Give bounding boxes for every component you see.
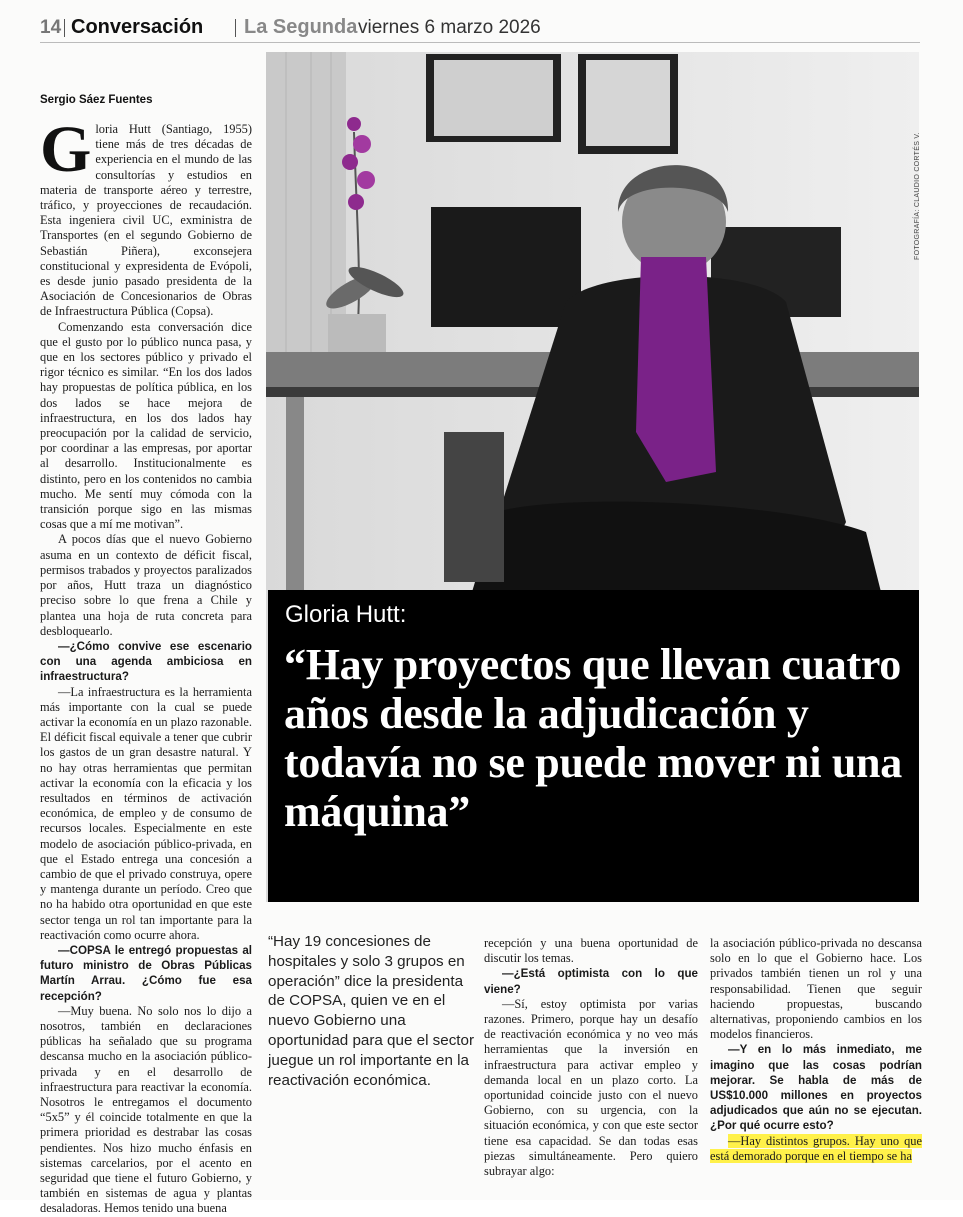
interview-question: —¿Cómo convive ese escenario con una agenda ambiciosa en infraestructura? bbox=[40, 639, 252, 684]
interview-question: —COPSA le entregó propuestas al futuro ministro de Obras Públicas Martín Arrau. ¿Cómo fue esa recepción? bbox=[40, 943, 252, 1003]
pull-quote: “Hay 19 concesiones de hospitales y solo 3 grupos en operación” dice la presidenta de COPSA, quien ve en el nuevo Gobierno una oportunidad para que el sector juegue un rol importante en la reactivación económica. bbox=[268, 933, 475, 1089]
highlighted-text: —Hay distintos grupos. Hay uno que está demorado porque en el tiempo se ha bbox=[710, 1133, 922, 1163]
masthead-divider bbox=[64, 19, 65, 37]
article-column-1 bbox=[40, 113, 252, 1217]
paragraph: A pocos días que el nuevo Gobierno asuma en un contexto de déficit fiscal, permisos trabados y proyectos paralizados por años, Hutt traza un diagnóstico preciso sobre lo que frena a Chile y plantea una hoja de ruta concreta para desbloquearlo. bbox=[40, 532, 252, 638]
paragraph: Comenzando esta conversación dice que el gusto por lo público nunca pasa, y que en los sectores público y privado el rigor técnico es similar. “En los dos lados hay propuestas de política pública, en los dos lados se hace mejora de infraestructura, en los dos lados hay preocupación por la calidad de servicio, por coordinar a las empresas, por aportar al desarrollo. Institucionalmente es distinto, pero en los contenidos no cambia mucho. Me sentí muy cómoda con la transición porque sigo en las mismas cosas que a mí me motivan”. bbox=[40, 319, 252, 532]
masthead-divider bbox=[235, 19, 236, 37]
interview-answer: recepción y una buena oportunidad de discutir los temas. bbox=[484, 936, 698, 966]
page-number: 14 bbox=[40, 17, 62, 38]
article-column-3 bbox=[484, 936, 698, 1179]
interview-answer: —Muy buena. No solo nos lo dijo a nosotros, también en declaraciones públicas ha señalado que su programa descansa mucho en la asociación público-privada y en el desarrollo de infraestructura para reactivar la economía. Nosotros le entregamos el documento “5x5” y él coincide totalmente en que la primera prioridad es destrabar las cosas pendientes. Nos hizo mucho énfasis en sistemas carcelarios, por el acento en seguridad que tiene el futuro Gobierno, y también en sistemas de agua y plantas desaladoras. Hemos tenido una buena bbox=[40, 1003, 252, 1216]
newspaper-name: La Segunda bbox=[244, 16, 358, 38]
interview-answer: —La infraestructura es la herramienta más importante con la cual se puede activar la economía en un plazo razonable. El déficit fiscal equivale a tener que cubrir los gastos de un gran desastre natural. Y no hay otras herramientas que permitan activar la economía con la eficacia y los resultados en términos de activación económica, de empleo y de consumo de recursos locales. Especialmente en este modelo de asociación público-privada, en que el Estado entrega una concesión a cambio de que el privado construya, opere y mantenga durante un período. Creo que no ha habido otra oportunidad en que este sector tenga un rol tan importante para la reactivación como ocurre ahora. bbox=[40, 684, 252, 942]
drop-cap: G bbox=[40, 113, 92, 186]
interview-answer: la asociación público-privada no descansa solo en lo que el Gobierno hace. Los privados también tienen un rol y una responsabilidad. Tienen que seguir haciendo propuestas, buscando alternativas, proponiendo cambios en los modelos financieros. bbox=[710, 936, 922, 1042]
interview-question: —Y en lo más inmediato, me imagino que las cosas podrían mejorar. Se habla de más de US$10.000 millones en proyectos adjudicados que aún no se ejecutan. ¿Por qué ocurre esto? bbox=[710, 1043, 922, 1133]
article-column-4 bbox=[710, 936, 922, 1164]
paragraph: Gloria Hutt (Santiago, 1955) tiene más de tres décadas de experiencia en el mundo de las consultorías y estudios en materia de transporte aéreo y terrestre, tráfico, y proyecciones de recaudación. Esta ingeniera civil UC, exministra de Transportes (en el segundo Gobierno de Sebastián Piñera), exconsejera constitucional y expresidenta de Evópoli, es desde junio pasado presidenta de la Asociación de Concesionarios de Obras de Infraestructura Pública (Copsa). bbox=[40, 113, 252, 319]
byline: Sergio Sáez Fuentes bbox=[40, 94, 153, 106]
interview-answer bbox=[710, 1134, 922, 1164]
headline-name: Gloria Hutt: bbox=[285, 601, 407, 628]
headline-quote: “Hay proyectos que llevan cuatro años desde la adjudicación y todavía no se puede mover ni una máquina” bbox=[284, 640, 902, 836]
masthead bbox=[40, 16, 920, 43]
interview-question: —¿Está optimista con lo que viene? bbox=[484, 967, 698, 996]
interview-answer: —Sí, estoy optimista por varias razones. Primero, porque hay un desafío de reactivación económica y no veo más herramientas que la inversión en infraestructura para activar empleo y demanda local en un plazo corto. La oportunidad coincide justo con el nuevo Gobierno, con su urgencia, con la situación económica, y con que este sector tiene esa capacidad. Se dan todas esas piezas simultáneamente. Pero quiero subrayar algo: bbox=[484, 996, 698, 1179]
photo-credit: FOTOGRAFÍA: CLAUDIO CORTÉS V. bbox=[914, 132, 921, 260]
section-title: Conversación bbox=[71, 16, 204, 38]
issue-date: viernes 6 marzo 2026 bbox=[358, 17, 541, 38]
